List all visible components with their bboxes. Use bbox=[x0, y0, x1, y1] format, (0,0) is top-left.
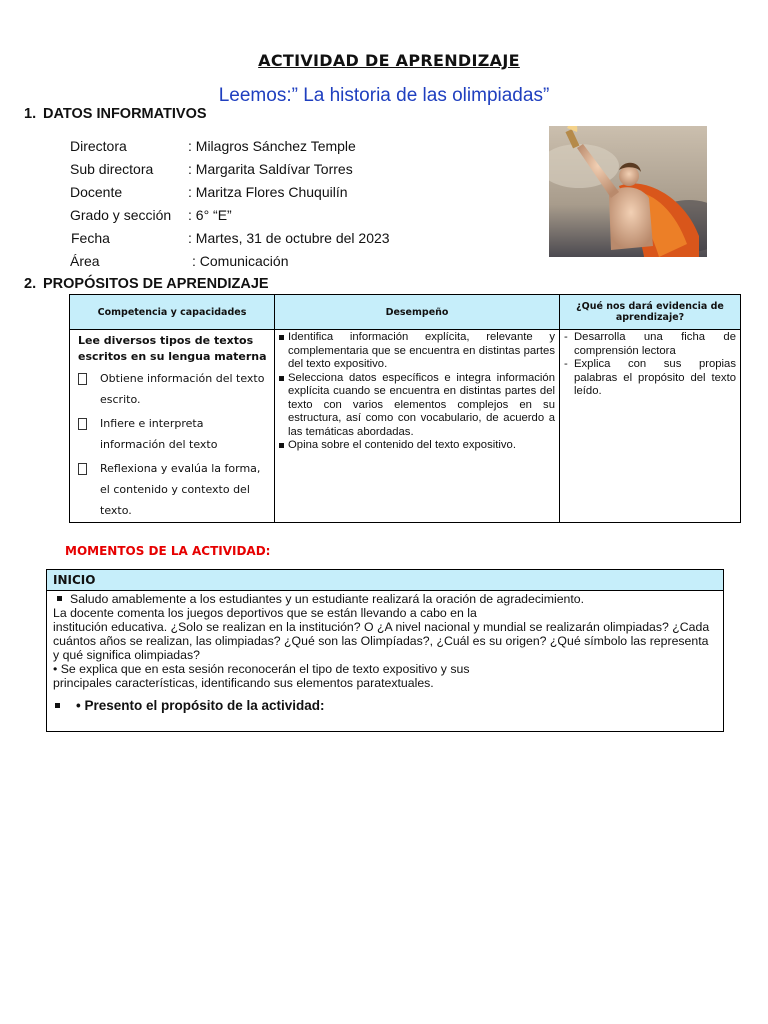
document-subtitle: Leemos:” La historia de las olimpiadas” bbox=[218, 85, 550, 106]
desempeno-item bbox=[279, 331, 555, 372]
section-number: 2. bbox=[24, 276, 37, 292]
info-label: Grado y sección bbox=[70, 207, 172, 223]
evidencia-text: Desarrolla una ficha de comprensión lectora bbox=[574, 331, 736, 357]
capacidad-item bbox=[74, 413, 270, 455]
table-header-row bbox=[70, 295, 741, 330]
propositos-table bbox=[69, 294, 741, 523]
square-bullet-icon bbox=[279, 376, 284, 381]
square-bullet-icon bbox=[279, 335, 284, 340]
inicio-line-text: Saludo amablemente a los estudiantes y un estudiante realizará la oración de agradecimiento. bbox=[70, 592, 585, 606]
info-value: : Comunicación bbox=[192, 253, 289, 269]
olympic-figure-image bbox=[549, 126, 707, 257]
section-title: DATOS INFORMATIVOS bbox=[43, 106, 207, 122]
info-value: : Martes, 31 de octubre del 2023 bbox=[188, 230, 390, 246]
proposito-line bbox=[53, 699, 717, 713]
capacidad-item bbox=[74, 458, 270, 521]
inicio-line: La docente comenta los juegos deportivos que se están llevando a cabo en la bbox=[53, 606, 477, 620]
info-value: : 6° “E” bbox=[188, 207, 232, 223]
evidencia-cell bbox=[560, 330, 741, 523]
checkbox-icon bbox=[78, 463, 87, 475]
info-label: Fecha bbox=[71, 230, 110, 246]
info-value: : Maritza Flores Chuquilín bbox=[188, 184, 348, 200]
info-row bbox=[70, 207, 530, 230]
inicio-line bbox=[53, 592, 717, 606]
info-value: : Milagros Sánchez Temple bbox=[188, 138, 356, 154]
dash-bullet-icon: - bbox=[564, 358, 568, 370]
column-header: Competencia y capacidades bbox=[70, 295, 275, 330]
proposito-text: • Presento el propósito de la actividad: bbox=[76, 698, 325, 713]
column-header: Desempeño bbox=[275, 295, 560, 330]
info-label: Sub directora bbox=[70, 161, 154, 177]
info-row bbox=[70, 161, 530, 184]
square-bullet-icon bbox=[57, 596, 62, 601]
momentos-heading: MOMENTOS DE LA ACTIVIDAD: bbox=[65, 544, 271, 558]
inicio-section bbox=[46, 569, 724, 732]
document-title: ACTIVIDAD DE APRENDIZAJE bbox=[258, 51, 520, 70]
inicio-body bbox=[47, 591, 723, 714]
checkbox-icon bbox=[78, 373, 87, 385]
desempeno-text: Selecciona datos específicos e integra información explícita cuando se encuentra en distintas partes del texto con varios elementos complejos en su estructura, así como con vocabulario, de acuerdo a las temáticas abordadas. bbox=[288, 371, 555, 438]
evidencia-item bbox=[564, 358, 736, 399]
square-bullet-icon bbox=[279, 443, 284, 448]
desempeno-cell bbox=[275, 330, 560, 523]
inicio-line: • Se explica que en esta sesión reconocerán el tipo de texto expositivo y sus bbox=[53, 662, 470, 676]
capacidad-text: Obtiene información del texto escrito. bbox=[100, 372, 265, 406]
inicio-heading: INICIO bbox=[47, 570, 723, 591]
column-header: ¿Qué nos dará evidencia de aprendizaje? bbox=[560, 295, 741, 330]
evidencia-text: Explica con sus propias palabras el propósito del texto leído. bbox=[574, 358, 736, 397]
competencia-title: Lee diversos tipos de textos escritos en su lengua materna bbox=[78, 334, 267, 363]
inicio-line: principales características, identificando sus elementos paratextuales. bbox=[53, 676, 434, 690]
info-label: Docente bbox=[70, 184, 123, 200]
table-row bbox=[70, 330, 741, 523]
info-list bbox=[70, 138, 530, 276]
section-number: 1. bbox=[24, 106, 37, 122]
info-row bbox=[70, 138, 530, 161]
section-datos-heading bbox=[24, 106, 207, 122]
competencia-cell bbox=[70, 330, 275, 523]
dash-bullet-icon: - bbox=[564, 331, 568, 343]
desempeno-item bbox=[279, 372, 555, 440]
square-bullet-icon bbox=[55, 703, 60, 708]
section-title: PROPÓSITOS DE APRENDIZAJE bbox=[43, 276, 269, 292]
info-label: Directora bbox=[70, 138, 127, 154]
evidencia-item bbox=[564, 331, 736, 358]
info-row bbox=[70, 184, 530, 207]
desempeno-text: Identifica información explícita, relevante y complementaria que se encuentra en distintas partes del texto expositivo. bbox=[288, 331, 555, 370]
capacidad-item bbox=[74, 368, 270, 410]
info-label: Área bbox=[70, 253, 100, 269]
inicio-line: institución educativa. ¿Solo se realizan en la institución? O ¿A nivel nacional y mundial se realizarán olimpiadas? ¿Cada cuántos años se realizan, las olimpiadas? ¿Qué son las Olimpíadas?, ¿Cuál es su origen? ¿Qué símbolo las representa y qué significa olimpiadas? bbox=[53, 620, 710, 662]
info-row bbox=[70, 230, 530, 253]
info-value: : Margarita Saldívar Torres bbox=[188, 161, 353, 177]
section-propositos-heading bbox=[24, 276, 269, 292]
capacidad-text: Reflexiona y evalúa la forma, el contenido y contexto del texto. bbox=[100, 462, 261, 517]
desempeno-text: Opina sobre el contenido del texto expositivo. bbox=[288, 439, 516, 451]
capacidad-text: Infiere e interpreta información del texto bbox=[100, 417, 218, 451]
checkbox-icon bbox=[78, 418, 87, 430]
desempeno-item bbox=[279, 439, 555, 453]
info-row bbox=[70, 253, 530, 276]
